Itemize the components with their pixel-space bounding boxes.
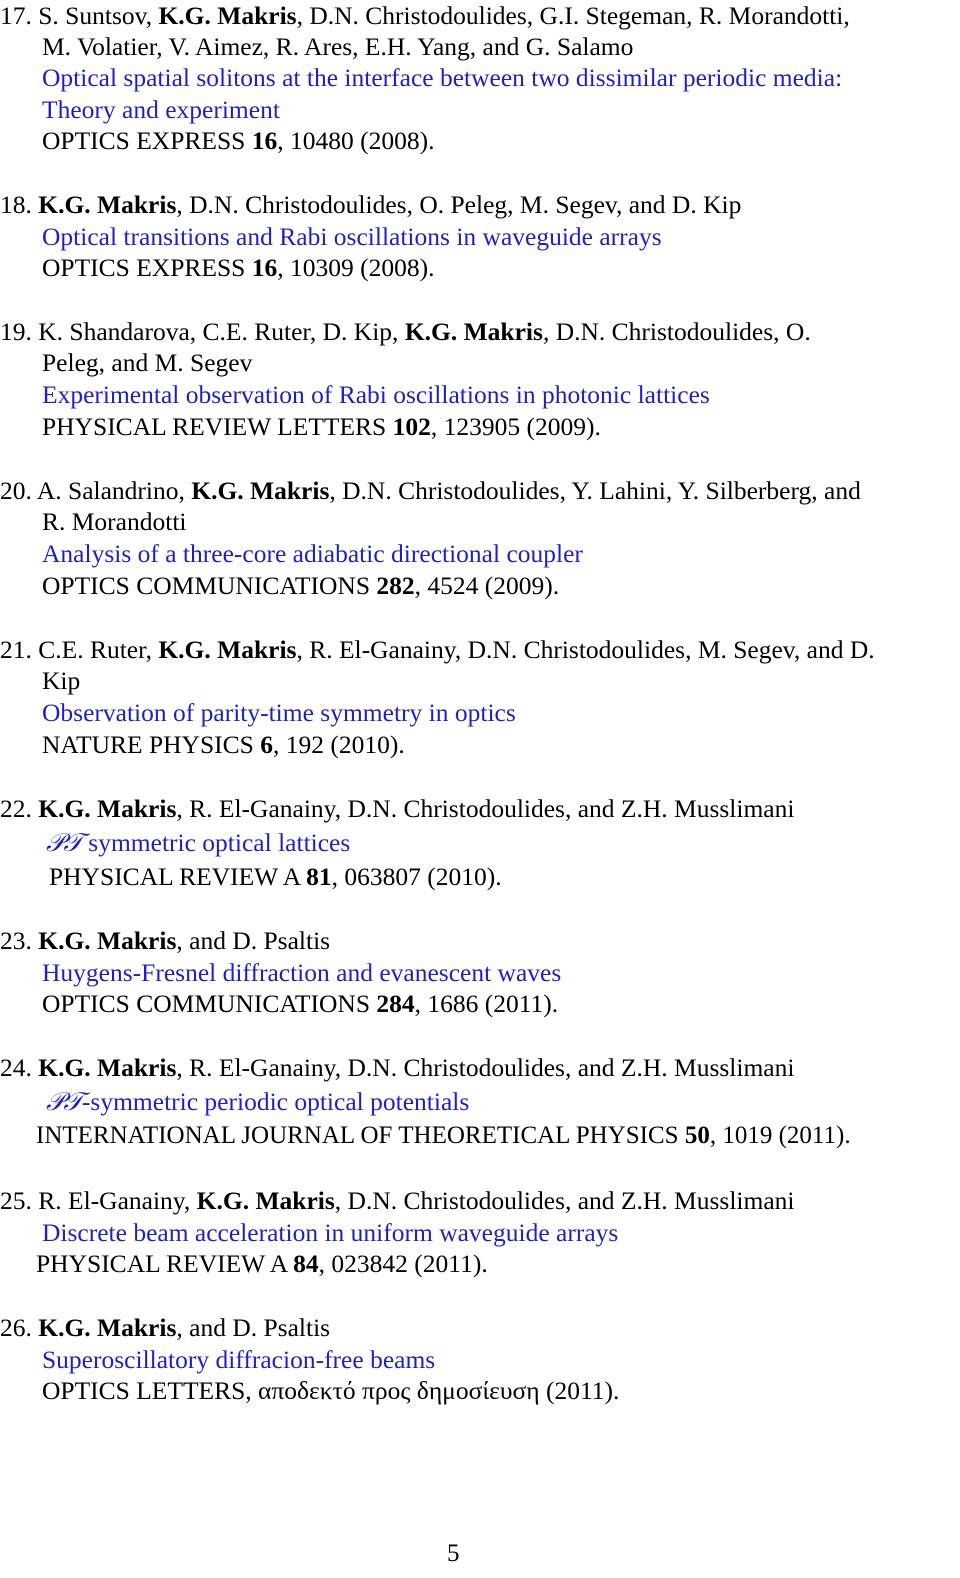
reference-authors: 20. A. Salandrino, K.G. Makris, D.N. Christodoulides, Y. Lahini, Y. Silberberg, and	[0, 476, 861, 505]
reference-authors: 19. K. Shandarova, C.E. Ruter, D. Kip, K.G. Makris, D.N. Christodoulides, O.	[0, 317, 811, 346]
reference-authors: 17. S. Suntsov, K.G. Makris, D.N. Christodoulides, G.I. Stegeman, R. Morandotti,	[0, 1, 850, 30]
reference-authors: 25. R. El-Ganainy, K.G. Makris, D.N. Christodoulides, and Z.H. Musslimani	[0, 1186, 795, 1215]
reference-title[interactable]: Theory and experiment	[42, 95, 280, 124]
reference-journal: OPTICS EXPRESS 16, 10480 (2008).	[42, 126, 435, 155]
reference-journal: PHYSICAL REVIEW A 84, 023842 (2011).	[36, 1249, 488, 1278]
reference-journal: OPTICS COMMUNICATIONS 284, 1686 (2011).	[42, 989, 559, 1018]
reference-number: 24.	[0, 1053, 32, 1082]
reference-number: 26.	[0, 1313, 32, 1342]
reference-title[interactable]: Discrete beam acceleration in uniform waveguide arrays	[42, 1218, 619, 1247]
reference-number: 23.	[0, 926, 32, 955]
reference-title[interactable]: Experimental observation of Rabi oscillations in photonic lattices	[42, 380, 710, 409]
reference-title[interactable]: 𝒫𝒯-symmetric periodic optical potentials	[46, 1087, 470, 1117]
reference-journal: PHYSICAL REVIEW A 81, 063807 (2010).	[49, 862, 502, 891]
pt-symbol: 𝒫𝒯	[46, 828, 82, 858]
reference-number: 20.	[0, 476, 32, 505]
reference-authors: M. Volatier, V. Aimez, R. Ares, E.H. Yang, and G. Salamo	[42, 32, 634, 61]
reference-title[interactable]: Optical transitions and Rabi oscillations in waveguide arrays	[42, 222, 662, 251]
reference-authors: 21. C.E. Ruter, K.G. Makris, R. El-Ganainy, D.N. Christodoulides, M. Segev, and D.	[0, 635, 875, 664]
reference-number: 21.	[0, 635, 32, 664]
reference-authors: R. Morandotti	[42, 507, 187, 536]
reference-authors: 24. K.G. Makris, R. El-Ganainy, D.N. Christodoulides, and Z.H. Musslimani	[0, 1053, 795, 1082]
reference-title[interactable]: Superoscillatory diffracion-free beams	[42, 1345, 436, 1374]
reference-journal: INTERNATIONAL JOURNAL OF THEORETICAL PHYSICS 50, 1019 (2011).	[36, 1122, 851, 1149]
reference-journal: OPTICS EXPRESS 16, 10309 (2008).	[42, 253, 435, 282]
reference-title[interactable]: Observation of parity-time symmetry in optics	[42, 698, 516, 727]
reference-authors: Peleg, and M. Segev	[42, 348, 253, 377]
reference-number: 19.	[0, 317, 39, 346]
reference-journal: OPTICS LETTERS, αποδεκτό προς δημοσίευση (2011).	[42, 1376, 620, 1405]
reference-journal: NATURE PHYSICS 6, 192 (2010).	[42, 730, 405, 759]
pt-symbol: 𝒫𝒯	[46, 1087, 82, 1117]
reference-title[interactable]: Huygens-Fresnel diffraction and evanescent waves	[42, 958, 562, 987]
reference-authors: Kip	[42, 666, 81, 695]
reference-authors: 18. K.G. Makris, D.N. Christodoulides, O. Peleg, M. Segev, and D. Kip	[0, 190, 742, 219]
page-number: 5	[447, 1540, 460, 1567]
reference-number: 17.	[0, 1, 32, 30]
reference-journal: OPTICS COMMUNICATIONS 282, 4524 (2009).	[42, 571, 560, 600]
reference-authors: 26. K.G. Makris, and D. Psaltis	[0, 1313, 331, 1342]
reference-title[interactable]: Analysis of a three-core adiabatic directional coupler	[42, 539, 583, 568]
reference-title[interactable]: 𝒫𝒯 symmetric optical lattices	[46, 828, 351, 858]
reference-number: 18.	[0, 190, 32, 219]
reference-authors: 22. K.G. Makris, R. El-Ganainy, D.N. Christodoulides, and Z.H. Musslimani	[0, 794, 795, 823]
reference-authors: 23. K.G. Makris, and D. Psaltis	[0, 926, 331, 955]
reference-number: 22.	[0, 794, 32, 823]
reference-journal: PHYSICAL REVIEW LETTERS 102, 123905 (2009).	[42, 412, 601, 441]
reference-title[interactable]: Optical spatial solitons at the interface between two dissimilar periodic media:	[42, 63, 843, 92]
reference-number: 25.	[0, 1186, 32, 1215]
